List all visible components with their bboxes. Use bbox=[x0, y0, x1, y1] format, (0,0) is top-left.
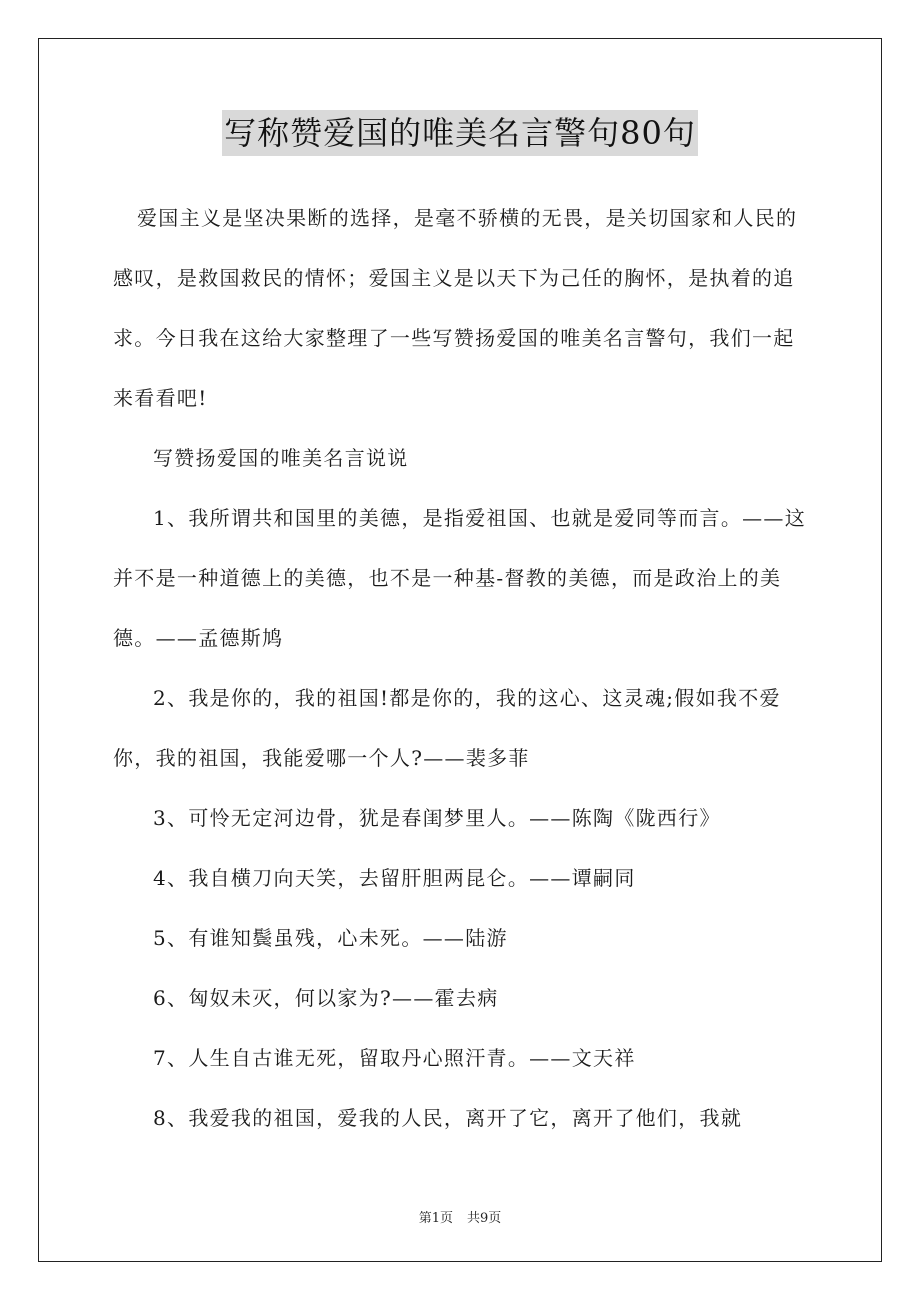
document-title: 写称赞爱国的唯美名言警句80句 bbox=[222, 110, 698, 156]
quote-paragraph: 6、匈奴未灭，何以家为?——霍去病 bbox=[153, 986, 499, 1010]
section-heading: 写赞扬爱国的唯美名言说说 bbox=[153, 446, 409, 470]
quote-paragraph: 8、我爱我的祖国，爱我的人民，离开了它，离开了他们，我就 bbox=[153, 1106, 743, 1130]
quote-paragraph: 4、我自横刀向天笑，去留肝胆两昆仑。——谭嗣同 bbox=[153, 866, 636, 890]
document-body bbox=[113, 188, 813, 1148]
quote-paragraph: 7、人生自古谁无死，留取丹心照汗青。——文天祥 bbox=[153, 1046, 636, 1070]
quote-paragraph: 5、有谁知鬓虽残，心未死。——陆游 bbox=[153, 926, 508, 950]
quote-paragraph: 3、可怜无定河边骨，犹是春闺梦里人。——陈陶《陇西行》 bbox=[153, 806, 721, 830]
page-total: 共9页 bbox=[467, 1211, 502, 1226]
title-container bbox=[0, 110, 920, 156]
quote-paragraph: 1、我所谓共和国里的美德，是指爱祖国、也就是爱同等而言。——这并不是一种道德上的美德，也不是一种基-督教的美德，而是政治上的美德。——孟德斯鸠 bbox=[113, 506, 807, 650]
quote-paragraph: 2、我是你的，我的祖国!都是你的，我的这心、这灵魂;假如我不爱你，我的祖国，我能爱哪一个人?——裴多菲 bbox=[113, 686, 781, 770]
page-footer bbox=[0, 1207, 920, 1226]
page-number: 第1页 bbox=[418, 1211, 453, 1226]
intro-paragraph: 爱国主义是坚决果断的选择，是毫不骄横的无畏，是关切国家和人民的感叹，是救国救民的情怀；爱国主义是以天下为己任的胸怀，是执着的追求。今日我在这给大家整理了一些写赞扬爱国的唯美名言警句，我们一起来看看吧! bbox=[113, 206, 798, 410]
